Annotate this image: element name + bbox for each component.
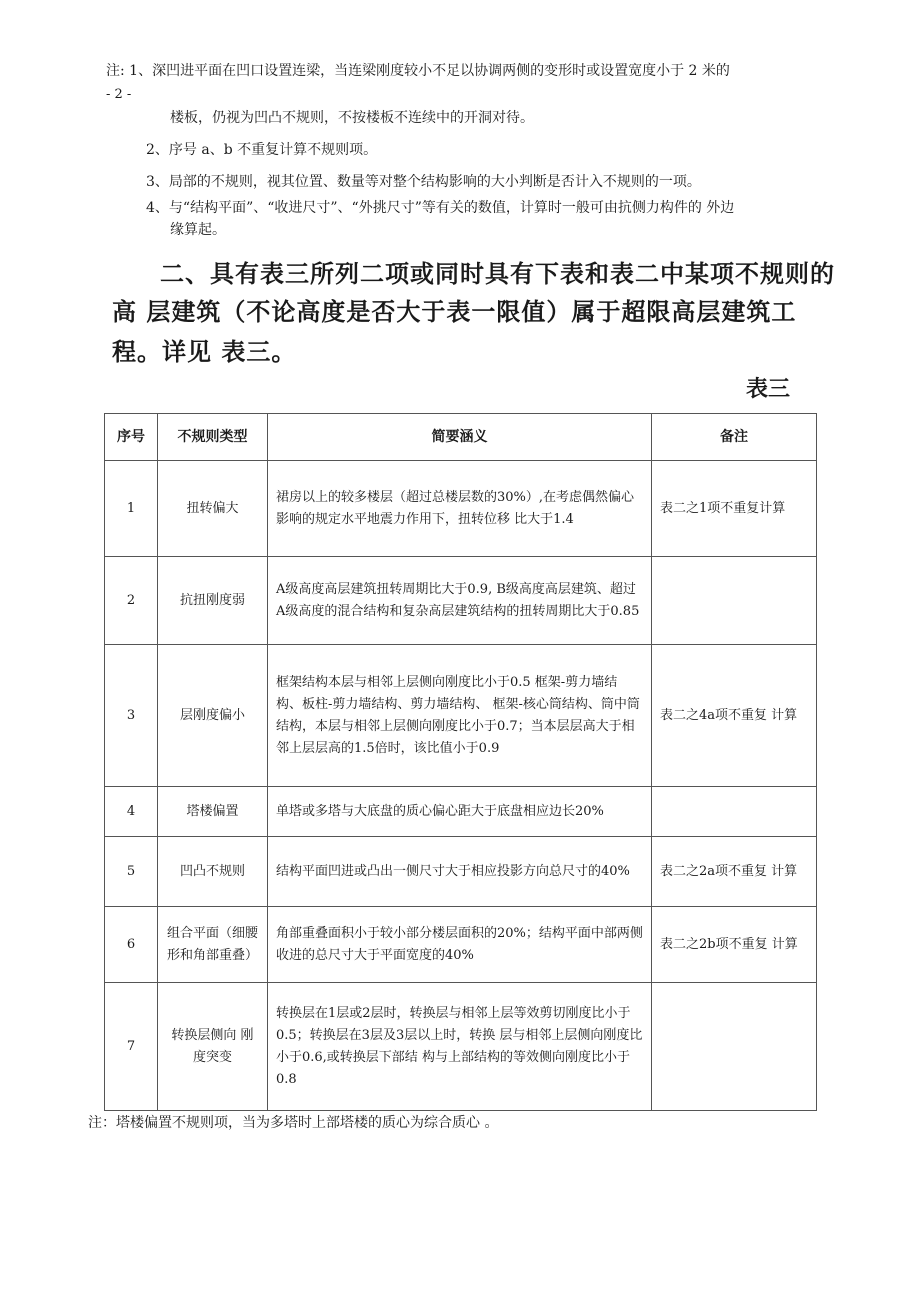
section-heading-line-3: 程。详见 表三。 — [112, 338, 297, 366]
note-3: 3、局部的不规则，视其位置、数量等对整个结构影响的大小判断是否计入不规则的一项。 — [146, 174, 701, 190]
row-description: 角部重叠面积小于较小部分楼层面积的20%；结构平面中部两侧收进的总尺寸大于平面宽度的40% — [268, 907, 652, 983]
table-row — [105, 837, 817, 907]
header-remark: 备注 — [652, 414, 817, 461]
table-row — [105, 557, 817, 645]
row-index: 4 — [105, 787, 158, 837]
header-type: 不规则类型 — [158, 414, 268, 461]
header-description: 简要涵义 — [268, 414, 652, 461]
note-1-continued: 楼板，仍视为凹凸不规则，不按楼板不连续中的开洞对待。 — [170, 110, 534, 126]
row-description: A级高度高层建筑扭转周期比大于0.9, B级高度高层建筑、超过A级高度的混合结构和复杂高层建筑结构的扭转周期比大于0.85 — [268, 557, 652, 645]
row-index: 1 — [105, 461, 158, 557]
row-remark: 表二之1项不重复计算 — [652, 461, 817, 557]
row-type: 层刚度偏小 — [158, 645, 268, 787]
row-remark: 表二之2a项不重复 计算 — [652, 837, 817, 907]
row-description: 裙房以上的较多楼层（超过总楼层数的30%）,在考虑偶然偏心影响的规定水平地震力作用下，扭转位移 比大于1.4 — [268, 461, 652, 557]
note-4: 4、与“结构平面”、“收进尺寸”、“外挑尺寸”等有关的数值，计算时一般可由抗侧力构件的 外边 — [146, 200, 735, 216]
section-heading-line-2: 高 层建筑（不论高度是否大于表一限值）属于超限高层建筑工 — [112, 298, 797, 326]
row-description: 单塔或多塔与大底盘的质心偏心距大于底盘相应边长20% — [268, 787, 652, 837]
row-description: 结构平面凹进或凸出一侧尺寸大于相应投影方向总尺寸的40% — [268, 837, 652, 907]
row-type: 转换层侧向 刚度突变 — [158, 983, 268, 1111]
table-row — [105, 907, 817, 983]
table-footnote: 注：塔楼偏置不规则项，当为多塔时上部塔楼的质心为综合质心 。 — [88, 1115, 499, 1131]
row-index: 2 — [105, 557, 158, 645]
row-remark — [652, 983, 817, 1111]
note-1: 注: 1、深凹进平面在凹口设置连梁，当连梁刚度较小不足以协调两侧的变形时或设置宽度小于 2 米的 — [106, 63, 730, 79]
row-type: 组合平面（细腰形和角部重叠） — [158, 907, 268, 983]
row-type: 扭转偏大 — [158, 461, 268, 557]
section-heading-line-1: 二、具有表三所列二项或同时具有下表和表二中某项不规则的 — [160, 260, 835, 288]
row-description: 转换层在1层或2层时，转换层与相邻上层等效剪切刚度比小于0.5；转换层在3层及3层以上时，转换 层与相邻上层侧向刚度比小于0.6,或转换层下部结 构与上部结构的等效侧向刚度比小于0.8 — [268, 983, 652, 1111]
row-type: 塔楼偏置 — [158, 787, 268, 837]
row-type: 抗扭刚度弱 — [158, 557, 268, 645]
page-number: - 2 - — [106, 87, 132, 102]
row-index: 7 — [105, 983, 158, 1111]
row-type: 凹凸不规则 — [158, 837, 268, 907]
row-index: 5 — [105, 837, 158, 907]
table-row — [105, 787, 817, 837]
table-row — [105, 983, 817, 1111]
table-row — [105, 645, 817, 787]
table-header-row — [105, 414, 817, 461]
table-caption: 表三 — [745, 377, 790, 402]
header-index: 序号 — [105, 414, 158, 461]
row-remark: 表二之4a项不重复 计算 — [652, 645, 817, 787]
table-row — [105, 461, 817, 557]
row-index: 3 — [105, 645, 158, 787]
row-remark: 表二之2b项不重复 计算 — [652, 907, 817, 983]
row-index: 6 — [105, 907, 158, 983]
row-remark — [652, 787, 817, 837]
irregularity-table — [104, 413, 817, 1111]
row-remark — [652, 557, 817, 645]
note-2: 2、序号 a、b 不重复计算不规则项。 — [146, 142, 378, 158]
note-4-continued: 缘算起。 — [170, 222, 226, 238]
row-description: 框架结构本层与相邻上层侧向刚度比小于0.5 框架-剪力墙结构、板柱-剪力墙结构、剪力墙结构、 框架-核心筒结构、筒中筒结构，本层与相邻上层侧向刚度比小于0.7；当本层层高大于相邻上层层高的1.5倍时，该比值小于0.9 — [268, 645, 652, 787]
